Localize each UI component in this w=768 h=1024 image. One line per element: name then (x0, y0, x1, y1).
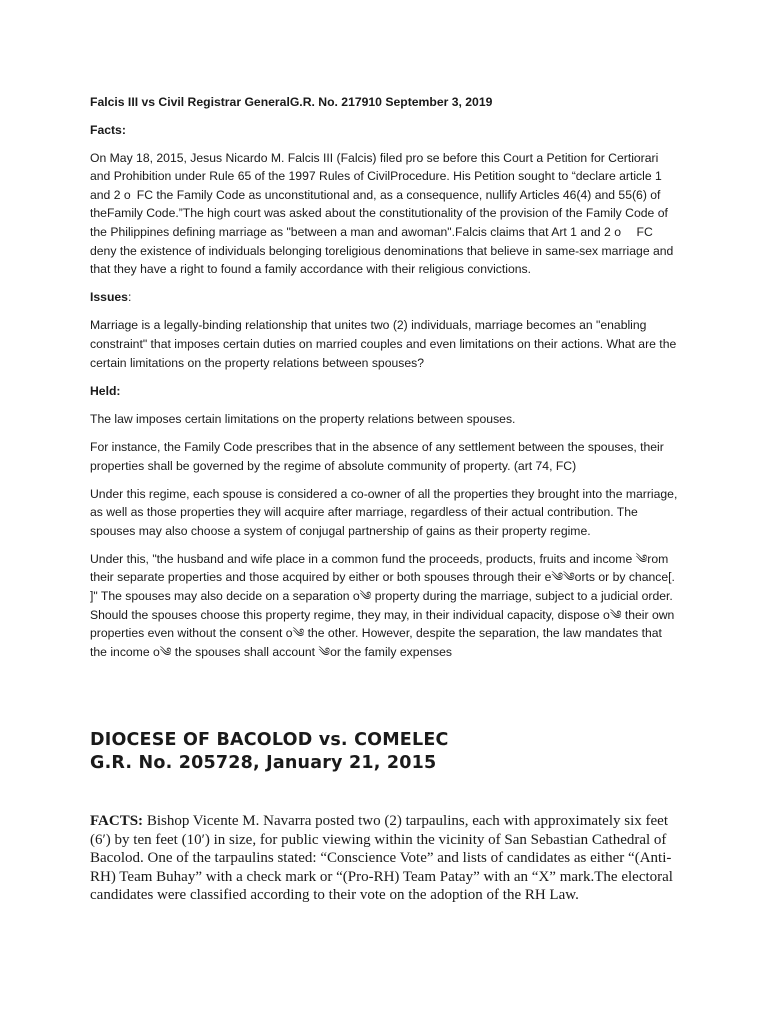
case-title: Falcis III vs Civil Registrar GeneralG.R. No. 217910 September 3, 2019 (90, 95, 493, 109)
case2-title-line1: DIOCESE OF BACOLOD vs. COMELEC (90, 730, 449, 750)
case2-facts-text: Bishop Vicente M. Navarra posted two (2) tarpaulins, each with approximately six feet (6′) by ten feet (10′) in size, for public viewing within the vicinity of San Sebastian Cathedral of Bacolod. One of the tarpaulins stated: “Conscience Vote” and lists of candidates as either “(Anti-RH) Team Buhay” with a check mark or “(Pro-RH) Team Patay” with an “X” mark.The electoral candidates were classified according to their vote on the adoption of the RH Law. (90, 813, 673, 904)
issues-colon: : (127, 290, 132, 305)
issues-paragraph: Marriage is a legally-binding relationship that unites two (2) individuals, marriage becomes an "enabling constraint" that imposes certain duties on married couples and even limitations on their actions. What are the certain limitations on the property relations between spouses? (90, 318, 677, 370)
held-heading: Held: (90, 383, 121, 398)
held-paragraph-2: For instance, the Family Code prescribes that in the absence of any settlement between the spouses, their properties shall be governed by the regime of absolute community of property. (art 74, FC) (90, 439, 664, 473)
case2-facts-label: FACTS: (90, 813, 144, 829)
facts-paragraph: On May 18, 2015, Jesus Nicardo M. Falcis III (Falcis) filed pro se before this Court a Petition for Certiorari and Prohibition under Rule 65 of the 1997 Rules of CivilProcedure. His Petition sought to “declare article 1 and 2 o FC the Family Code as unconstitutional and, as a consequence, nullify Articles 46(4) and 55(6) of theFamily Code.”The high court was asked about the constitutionality of the provision of the Family Code of the Philippines defining marriage as "between a man and awoman".Falcis claims that Art 1 and 2 o FC deny the existence of individuals belonging toreligious denominations that believe in same-sex marriage and that they have a right to found a family accordance with their religious convictions. (90, 150, 674, 277)
held-paragraph-1: The law imposes certain limitations on the property relations between spouses. (90, 411, 516, 426)
case2-facts-paragraph (90, 812, 690, 905)
issues-heading: Issues (90, 290, 128, 305)
case-digest-diocese (90, 729, 690, 905)
case-digest-falcis (90, 93, 680, 671)
case2-title-line2: G.R. No. 205728, January 21, 2015 (90, 752, 437, 773)
held-paragraph-4: Under this, "the husband and wife place in a common fund the proceeds, products, fruits and income ༄rom their separate properties and those acquired by either or both spouses through their e༄༄orts or by chance[. ]" The spouses may also decide on a separation o༄ property during the marriage, subject to a judicial order. Should the spouses choose this property regime, they may, in their individual capacity, dispose o༄ their own properties even without the consent o༄ the other. However, despite the separation, the law mandates that the income o༄ the spouses shall account ༄or the family expenses (90, 551, 675, 659)
case2-title (90, 729, 690, 774)
held-paragraph-3: Under this regime, each spouse is considered a co-owner of all the properties they brought into the marriage, as well as those properties they will acquire after marriage, regardless of their actual contribution. The spouses may also choose a system of conjugal partnership of gains as their property regime. (90, 486, 678, 538)
facts-heading: Facts: (90, 122, 126, 137)
issues-heading-line (90, 288, 680, 307)
